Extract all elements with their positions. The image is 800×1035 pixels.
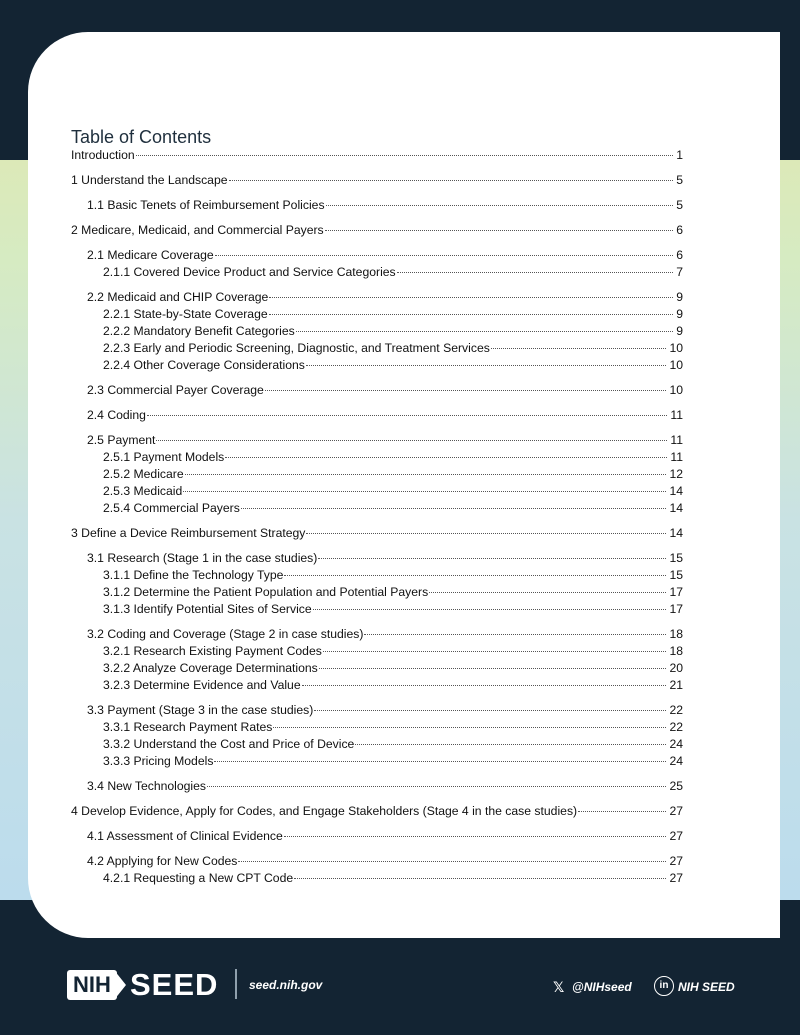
toc-entry-label: 1.1 Basic Tenets of Reimbursement Policies — [87, 198, 325, 212]
toc-leader — [238, 861, 666, 862]
toc-entry-label: 2.3 Commercial Payer Coverage — [87, 383, 264, 397]
toc-entry-label: 4.1 Assessment of Clinical Evidence — [87, 829, 283, 843]
toc-entry-label: 3.1 Research (Stage 1 in the case studies) — [87, 551, 318, 565]
toc-entry-label: 2.5.4 Commercial Payers — [103, 501, 240, 515]
toc-entry-page: 10 — [669, 383, 683, 397]
toc-entry-page: 11 — [670, 450, 683, 464]
toc-entry-page: 15 — [669, 551, 683, 565]
toc-entry-page: 25 — [669, 779, 683, 793]
toc-entry[interactable] — [71, 172, 683, 189]
toc-entry[interactable] — [71, 432, 683, 449]
toc-entry[interactable] — [71, 753, 683, 770]
toc-leader — [229, 180, 674, 181]
toc-leader — [306, 533, 666, 534]
toc-leader — [323, 651, 667, 652]
toc-entry-page: 27 — [669, 854, 683, 868]
toc-leader — [318, 558, 666, 559]
toc-leader — [306, 365, 667, 366]
toc-entry[interactable] — [71, 340, 683, 357]
toc-entry-page: 27 — [669, 829, 683, 843]
toc-entry[interactable] — [71, 483, 683, 500]
toc-entry-label: 4.2.1 Requesting a New CPT Code — [103, 871, 294, 885]
toc-entry[interactable] — [71, 803, 683, 820]
toc-entry[interactable] — [71, 407, 683, 424]
toc-entry-page: 14 — [669, 484, 683, 498]
toc-leader — [269, 297, 673, 298]
footer — [0, 940, 800, 1035]
toc-entry-label: 1 Understand the Landscape — [71, 173, 228, 187]
table-of-contents — [71, 147, 683, 887]
toc-entry-label: 2 Medicare, Medicaid, and Commercial Payers — [71, 223, 324, 237]
toc-entry[interactable] — [71, 323, 683, 340]
toc-entry[interactable] — [71, 702, 683, 719]
toc-entry[interactable] — [71, 197, 683, 214]
toc-leader — [269, 314, 674, 315]
x-logo-icon[interactable]: 𝕏 — [553, 979, 565, 995]
toc-entry[interactable] — [71, 500, 683, 517]
toc-entry-page: 24 — [669, 737, 683, 751]
toc-entry-page: 21 — [669, 678, 683, 692]
toc-entry[interactable] — [71, 264, 683, 281]
toc-entry-label: 2.5.3 Medicaid — [103, 484, 183, 498]
toc-leader — [265, 390, 667, 391]
toc-entry-label: 3.3 Payment (Stage 3 in the case studies) — [87, 703, 314, 717]
toc-entry[interactable] — [71, 853, 683, 870]
toc-entry[interactable] — [71, 828, 683, 845]
toc-entry[interactable] — [71, 449, 683, 466]
toc-title: Table of Contents — [71, 127, 212, 148]
toc-entry-label: 2.2.1 State-by-State Coverage — [103, 307, 268, 321]
toc-entry[interactable] — [71, 660, 683, 677]
toc-entry-page: 17 — [669, 585, 683, 599]
toc-entry[interactable] — [71, 466, 683, 483]
toc-entry-page: 1 — [676, 148, 683, 162]
toc-leader — [578, 811, 666, 812]
toc-entry-page: 5 — [676, 173, 683, 187]
toc-entry-label: 3.1.1 Define the Technology Type — [103, 568, 284, 582]
toc-entry-label: 3.1.3 Identify Potential Sites of Service — [103, 602, 312, 616]
toc-entry[interactable] — [71, 147, 683, 164]
toc-entry-label: 3.2.1 Research Existing Payment Codes — [103, 644, 322, 658]
toc-entry[interactable] — [71, 550, 683, 567]
toc-entry-label: 2.2 Medicaid and CHIP Coverage — [87, 290, 269, 304]
toc-entry[interactable] — [71, 870, 683, 887]
toc-entry-page: 14 — [669, 501, 683, 515]
toc-leader — [491, 348, 667, 349]
toc-entry-label: 3.3.3 Pricing Models — [103, 754, 214, 768]
toc-entry[interactable] — [71, 306, 683, 323]
nih-logo-chevron-icon — [114, 970, 126, 1000]
toc-entry-label: Introduction — [71, 148, 135, 162]
toc-leader — [147, 415, 667, 416]
toc-leader — [215, 255, 674, 256]
toc-entry-label: 2.4 Coding — [87, 408, 146, 422]
toc-entry-label: 3.1.2 Determine the Patient Population and Potential Payers — [103, 585, 429, 599]
toc-entry-label: 2.1.1 Covered Device Product and Service Categories — [103, 265, 396, 279]
x-handle-link[interactable]: @NIHseed — [572, 980, 632, 994]
toc-entry[interactable] — [71, 247, 683, 264]
toc-leader — [397, 272, 674, 273]
toc-entry-page: 11 — [670, 433, 683, 447]
toc-entry[interactable] — [71, 643, 683, 660]
toc-entry[interactable] — [71, 736, 683, 753]
toc-entry-label: 3.2.2 Analyze Coverage Determinations — [103, 661, 318, 675]
toc-entry-label: 2.1 Medicare Coverage — [87, 248, 214, 262]
toc-entry-label: 3 Define a Device Reimbursement Strategy — [71, 526, 306, 540]
toc-entry-page: 10 — [669, 341, 683, 355]
toc-entry-label: 2.5.1 Payment Models — [103, 450, 225, 464]
toc-entry-page: 22 — [669, 720, 683, 734]
toc-entry-label: 2.5.2 Medicare — [103, 467, 184, 481]
toc-entry-page: 14 — [669, 526, 683, 540]
toc-entry[interactable] — [71, 626, 683, 643]
toc-entry-label: 4.2 Applying for New Codes — [87, 854, 238, 868]
toc-entry[interactable] — [71, 601, 683, 618]
toc-leader — [185, 474, 667, 475]
toc-entry-page: 12 — [669, 467, 683, 481]
toc-entry[interactable] — [71, 584, 683, 601]
toc-entry[interactable] — [71, 289, 683, 306]
toc-entry-page: 7 — [676, 265, 683, 279]
toc-leader — [296, 331, 673, 332]
toc-leader — [314, 710, 666, 711]
toc-leader — [207, 786, 666, 787]
toc-leader — [355, 744, 666, 745]
linkedin-icon[interactable]: in — [654, 976, 674, 996]
toc-leader — [364, 634, 666, 635]
toc-entry-page: 22 — [669, 703, 683, 717]
toc-entry-page: 18 — [669, 627, 683, 641]
toc-leader — [156, 440, 667, 441]
toc-leader — [326, 205, 674, 206]
toc-entry[interactable] — [71, 357, 683, 374]
toc-entry-label: 2.5 Payment — [87, 433, 156, 447]
toc-entry-page: 10 — [669, 358, 683, 372]
toc-entry-label: 4 Develop Evidence, Apply for Codes, and Engage Stakeholders (Stage 4 in the case studies) — [71, 804, 578, 818]
toc-entry-page: 9 — [676, 324, 683, 338]
toc-leader — [183, 491, 666, 492]
toc-entry-label: 3.3.1 Research Payment Rates — [103, 720, 273, 734]
toc-leader — [325, 230, 674, 231]
toc-entry-label: 3.2 Coding and Coverage (Stage 2 in case studies) — [87, 627, 364, 641]
linkedin-link[interactable]: NIH SEED — [678, 980, 735, 994]
toc-leader — [225, 457, 667, 458]
toc-entry[interactable] — [71, 677, 683, 694]
toc-entry-page: 6 — [676, 223, 683, 237]
toc-entry-page: 9 — [676, 307, 683, 321]
toc-entry-page: 24 — [669, 754, 683, 768]
toc-entry[interactable] — [71, 567, 683, 584]
toc-entry-label: 3.2.3 Determine Evidence and Value — [103, 678, 301, 692]
toc-leader — [136, 155, 674, 156]
toc-leader — [284, 836, 667, 837]
seed-logo[interactable]: SEED — [130, 967, 219, 1002]
toc-entry[interactable] — [71, 719, 683, 736]
toc-entry[interactable] — [71, 525, 683, 542]
toc-leader — [313, 609, 667, 610]
toc-entry-page: 9 — [676, 290, 683, 304]
toc-entry-page: 27 — [669, 871, 683, 885]
toc-leader — [319, 668, 667, 669]
toc-entry-page: 15 — [669, 568, 683, 582]
toc-entry-label: 2.2.2 Mandatory Benefit Categories — [103, 324, 295, 338]
toc-entry-page: 20 — [669, 661, 683, 675]
toc-entry-label: 2.2.3 Early and Periodic Screening, Diagnostic, and Treatment Services — [103, 341, 490, 355]
toc-entry-label: 3.4 New Technologies — [87, 779, 207, 793]
toc-entry-page: 5 — [676, 198, 683, 212]
toc-entry-page: 11 — [670, 408, 683, 422]
toc-leader — [284, 575, 666, 576]
toc-entry-page: 18 — [669, 644, 683, 658]
toc-entry[interactable] — [71, 222, 683, 239]
site-link[interactable]: seed.nih.gov — [249, 978, 323, 992]
nih-logo[interactable]: NIH — [67, 970, 117, 1000]
footer-divider — [235, 969, 237, 999]
toc-entry[interactable] — [71, 382, 683, 399]
toc-entry-page: 17 — [669, 602, 683, 616]
toc-leader — [302, 685, 667, 686]
toc-entry-page: 27 — [669, 804, 683, 818]
toc-entry-label: 2.2.4 Other Coverage Considerations — [103, 358, 305, 372]
toc-leader — [294, 878, 666, 879]
toc-entry-page: 6 — [676, 248, 683, 262]
toc-leader — [241, 508, 667, 509]
toc-leader — [214, 761, 666, 762]
toc-entry-label: 3.3.2 Understand the Cost and Price of Device — [103, 737, 355, 751]
toc-leader — [273, 727, 666, 728]
toc-entry[interactable] — [71, 778, 683, 795]
toc-leader — [429, 592, 666, 593]
